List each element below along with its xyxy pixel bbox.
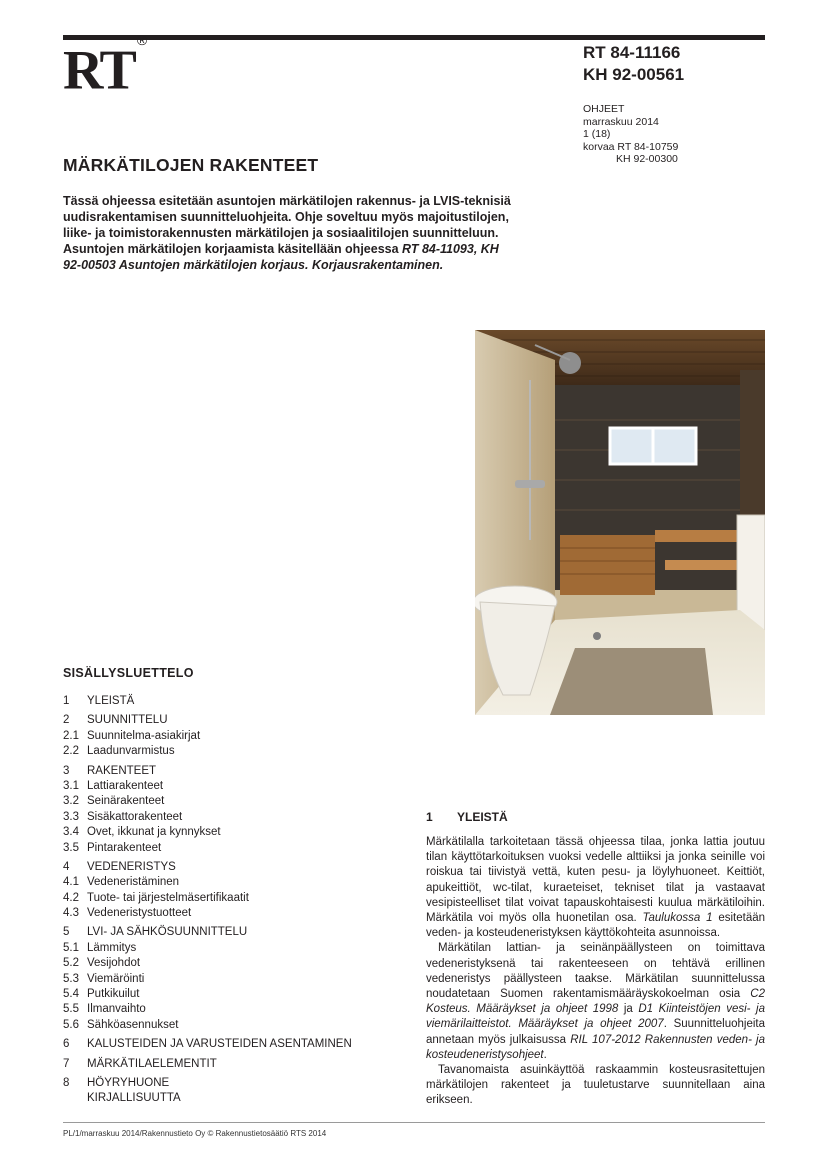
toc-item-number: 4.1 [63,876,79,889]
text-run: Märkätilalla tarkoitetaan tässä ohjeessa tilaa, jonka lattia joutuu tilan käyttötarkoituksen vuoksi vedelle alttiiksi ja jonka seinille voi roiskua tai tiivistyä vettä, kuten pesu- ja löylyhuoneet. Keittiöt, apukeittiöt, wc-tilat, kuraeteiset, tekniset tilat ja vastaavat vesipisteelliset tilat voivat tapauskohtaisesti kuulua märkätiloihin. Märkätila voi myös olla huonetilan osa. [426,836,765,925]
toc-item [63,1037,393,1052]
toc-item [63,825,393,840]
toc-item [63,1091,393,1106]
toc-item-label: Lattiarakenteet [87,779,164,792]
toc-item-label: Ovet, ikkunat ja kynnykset [87,826,221,839]
lead-text: Tässä ohjeessa esitetään asuntojen märkätilojen rakennus- ja LVIS-teknisiä uudisrakentamisen suunnitteluohjeita. Ohje soveltuu myös majoitustilojen, liike- ja toimistorakennusten märkätilojen ja sosiaalitilojen suunnitteluun. Asuntojen märkätilojen korjaamista käsitellään ohjeessa [63,194,511,256]
text-run-italic: Taulukossa 1 [642,912,713,925]
toc-item-number: 3.5 [63,841,79,854]
toc-item-number: 5.6 [63,1018,79,1031]
toc-item [63,1002,393,1017]
toc-item [63,906,393,921]
meta-replaces-kh: KH 92-00300 [616,153,678,165]
toc-item [63,779,393,794]
text-run-italic: C2 Kosteus. Määräykset ja ohjeet 1998 [426,988,765,1016]
toc-item [63,729,393,744]
section-1-heading [426,810,508,824]
paragraph-3: Tavanomaista asuinkäyttöä raskaammin kosteusrasitettujen märkätilojen rakenteet ja tuuletustarve suunnitellaan aina erikseen. [426,1064,765,1107]
logo-text: RT [63,39,135,102]
toc-item-number: 3.2 [63,795,79,808]
lead-paragraph [63,193,513,273]
lead-reference: RT 84-11093, KH 92-00503 Asuntojen märkätilojen korjaus. Korjausrakentaminen. [63,242,499,272]
toc-item [63,860,393,875]
toc-item-number: 5.3 [63,972,79,985]
toc-item-label: Tuote- tai järjestelmäsertifikaatit [87,891,249,904]
toc-item-label: Sähköasennukset [87,1018,179,1031]
toc-item-label: RAKENTEET [87,764,157,777]
text-run: ja [618,1003,639,1016]
photo-illustration [475,330,765,715]
text-run-italic: D1 Kiinteistöjen vesi- ja viemärilaitteistot. Määräykset ja ohjeet 2007 [426,1003,765,1031]
toc-item [63,810,393,825]
toc-item-label: Lämmitys [87,941,137,954]
toc-item-label: Vesijohdot [87,957,141,970]
meta-page: 1 (18) [583,128,611,140]
toc-item-number: 2 [63,714,70,727]
text-run: Märkätilan lattian- ja seinänpäällysteen on toimittava vedeneristyksenä tai rakenteeseen on tehtävä erillinen vedeneristys päällysteen taakse. Märkätilan suunnittelussa noudatetaan Suomen rakentamismääräyskokoelman osia [426,942,765,1001]
toc-item [63,987,393,1002]
section-title: YLEISTÄ [457,810,508,824]
text-run-italic: RIL 107-2012 Rakennusten veden- ja kosteudeneristysohjeet [426,1033,766,1061]
toc-item-number: 4.2 [63,891,79,904]
toc-item [63,1076,393,1091]
toc-item-label: Viemäröinti [87,972,145,985]
toc-item-number: 4.3 [63,907,79,920]
toc-item-number: 5.1 [63,941,79,954]
toc-item-label: KIRJALLISUUTTA [87,1092,181,1105]
toc-item [63,694,393,709]
toc-item-label: Vedeneristystuotteet [87,907,192,920]
toc-item [63,925,393,940]
document-codes [583,42,684,86]
toc-item [63,1018,393,1033]
toc-item-number: 5.5 [63,1003,79,1016]
toc-item-label: Suunnitelma-asiakirjat [87,729,201,742]
table-of-contents [63,694,393,1107]
paragraph-1 [426,835,765,941]
toc-item-number: 4 [63,860,70,873]
toc-item-label: Ilmanvaihto [87,1003,146,1016]
toc-item [63,972,393,987]
toc-item-label: Pintarakenteet [87,841,162,854]
toc-item-number: 7 [63,1057,70,1070]
toc-item-number: 3.3 [63,810,79,823]
rt-logo [63,32,146,102]
toc-item-label: HÖYRYHUONE [87,1076,170,1089]
toc-item-number: 6 [63,1038,70,1051]
toc-item-number: 2.1 [63,729,79,742]
meta-replaces: korvaa RT 84-10759 [583,140,679,153]
meta-type: OHJEET [583,103,625,115]
toc-item [63,891,393,906]
toc-item-number: 8 [63,1076,70,1089]
toc-item [63,764,393,779]
toc-item-number: 3.1 [63,779,79,792]
toc-item [63,941,393,956]
toc-item-number: 3 [63,764,70,777]
toc-item-label: MÄRKÄTILAELEMENTIT [87,1057,217,1070]
toc-item-number [63,1091,87,1106]
paragraph-2 [426,941,765,1063]
document-meta [583,103,678,166]
section-number: 1 [426,810,433,824]
toc-item-label: Vedeneristäminen [87,876,180,889]
text-run: esitetään veden- ja kosteudeneristyksen käyttökohteita asunnoissa. [426,912,766,940]
bathroom-sauna-photo [475,330,765,715]
toc-item-label: KALUSTEIDEN JA VARUSTEIDEN ASENTAMINEN [87,1038,352,1051]
toc-item-label: LVI- JA SÄHKÖSUUNNITTELU [87,926,248,939]
toc-heading: SISÄLLYSLUETTELO [63,666,194,680]
toc-item [63,841,393,856]
footer-rule [63,1122,765,1123]
registered-mark: ® [136,32,146,48]
text-run: . [543,1048,547,1061]
meta-date: marraskuu 2014 [583,115,659,128]
toc-item [63,794,393,809]
toc-item-number: 5.2 [63,957,79,970]
toc-item-number: 3.4 [63,826,79,839]
toc-item [63,956,393,971]
toc-item-label: Laadunvarmistus [87,745,175,758]
toc-item-number: 5.4 [63,988,79,1001]
section-1-body [426,835,765,1109]
text-run: . Suunnitteluohjeita annetaan myös julkaisussa [426,1018,765,1046]
kh-code: KH 92-00561 [583,65,685,84]
toc-item-label: Putkikuilut [87,988,140,1001]
toc-item-label: Sisäkattorakenteet [87,810,183,823]
toc-item-number: 1 [63,695,70,707]
toc-item [63,1057,393,1072]
toc-item [63,744,393,759]
top-rule [63,35,765,40]
toc-item-label: YLEISTÄ [87,695,135,707]
toc-item [63,875,393,890]
page-footer: PL/1/marraskuu 2014/Rakennustieto Oy © Rakennustietosäätiö RTS 2014 [63,1129,327,1138]
rt-code: RT 84-11166 [583,43,681,62]
toc-item-number: 5 [63,926,70,939]
toc-item-label: VEDENERISTYS [87,860,176,873]
toc-item [63,713,393,728]
page-title: MÄRKÄTILOJEN RAKENTEET [63,155,319,175]
toc-item-number: 2.2 [63,745,79,758]
toc-item-label: Seinärakenteet [87,795,165,808]
toc-item-label: SUUNNITTELU [87,714,168,727]
